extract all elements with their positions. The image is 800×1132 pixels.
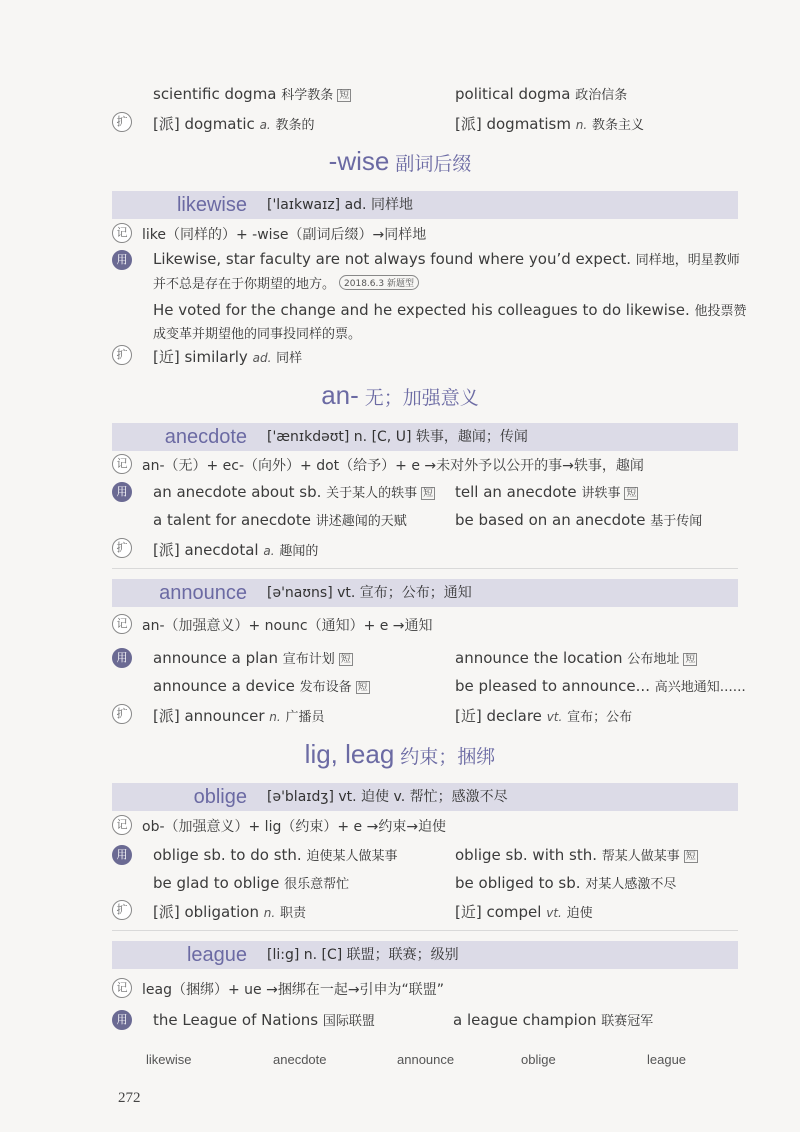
example-2 [153, 300, 747, 319]
usage-1 [153, 482, 435, 501]
entry-bar-announce [112, 579, 738, 607]
section-heading-cn: 约束；捆绑 [400, 746, 496, 768]
definition: [li:g] n. [C] 联盟；联赛；级别 [267, 947, 459, 963]
section-heading-lig-leag [0, 739, 800, 770]
usage-1 [153, 648, 353, 667]
extension-en: [近] similarly [153, 348, 248, 366]
collocation-scientific-dogma [153, 84, 351, 103]
definition: ['laɪkwaɪz] ad. 同样地 [267, 197, 413, 213]
entry-bar-anecdote [112, 423, 738, 451]
derivative-zh: 教条主义 [591, 118, 644, 133]
usage-2 [453, 1010, 653, 1029]
headword: anecdote [164, 426, 247, 448]
extension-zh: 职责 [279, 906, 306, 921]
usage-en: be pleased to announce... [455, 677, 650, 695]
collocation-zh: 政治信条 [575, 88, 628, 103]
derivative-en: [派] dogmatism [455, 115, 571, 133]
example-en: He voted for the change and he expected his colleagues to do likewise. [153, 301, 690, 319]
divider [112, 568, 738, 569]
section-heading-wise [0, 146, 800, 177]
example-2-cont [153, 323, 361, 342]
usage-zh: 宣布计划 [282, 652, 335, 667]
extension-zh: 宣布；公布 [567, 710, 633, 725]
pos-tag: ad. [252, 351, 272, 365]
collocation-zh: 科学教条 [281, 88, 334, 103]
phrase-box-icon: 短 [626, 488, 637, 499]
footer-word: league [647, 1052, 687, 1067]
usage-zh: 基于传闻 [650, 514, 703, 529]
example-zh: 同样地，明星教师 [635, 253, 740, 268]
extension-anecdotal [153, 539, 318, 560]
collocation-en: political dogma [455, 85, 571, 103]
memory-icon: 记 [112, 454, 132, 474]
collocation-en: scientific dogma [153, 85, 277, 103]
section-heading-an [0, 380, 800, 411]
extension-en: [派] anecdotal [153, 541, 259, 559]
usage-1 [153, 845, 398, 864]
extension-icon: 扩 [112, 900, 132, 920]
usage-zh: 很乐意帮忙 [284, 877, 350, 892]
usage-2 [455, 845, 698, 864]
extension-en: [派] obligation [153, 903, 259, 921]
extension-icon: 扩 [112, 704, 132, 724]
example-zh-cont: 成变革并期望他的同事投同样的票。 [153, 327, 362, 342]
extension-declare [455, 705, 632, 726]
usage-zh: 高兴地通知…… [654, 680, 746, 695]
pos-tag: a. [263, 544, 275, 558]
usage-4 [455, 873, 676, 892]
usage-zh: 国际联盟 [322, 1014, 375, 1029]
usage-icon: 用 [112, 648, 132, 668]
phrase-box-icon: 短 [685, 654, 696, 665]
definition: ['ænɪkdəʊt] n. [C, U] 轶事，趣闻；传闻 [267, 429, 528, 445]
pos-tag: vt. [546, 906, 562, 920]
footer-word: oblige [521, 1052, 556, 1067]
exam-source-badge: 2018.6.3 新题型 [339, 275, 419, 290]
example-en: Likewise, star faculty are not always found where you’d expect. [153, 250, 632, 268]
collocation-political-dogma [455, 84, 627, 103]
extension-obligation [153, 901, 306, 922]
usage-3 [153, 873, 349, 892]
usage-en: oblige sb. with sth. [455, 846, 597, 864]
memo-text: an-（加强意义）+ nounc（通知）+ e →通知 [142, 618, 433, 634]
page-number: 272 [118, 1090, 141, 1106]
headword: announce [159, 582, 247, 604]
pos-tag: a. [259, 118, 271, 132]
example-zh-cont: 并不总是存在于你期望的地方。 [153, 277, 336, 292]
section-heading-en: an- [321, 380, 359, 410]
memory-icon: 记 [112, 815, 132, 835]
phrase-box-icon: 短 [357, 682, 368, 693]
usage-1 [153, 1010, 375, 1029]
usage-zh: 讲轶事 [581, 486, 621, 501]
extension-announcer [153, 705, 325, 726]
usage-zh: 讲述趣闻的天赋 [315, 514, 407, 529]
usage-en: announce the location [455, 649, 623, 667]
usage-en: an anecdote about sb. [153, 483, 322, 501]
usage-en: announce a device [153, 677, 295, 695]
example-1-cont [153, 273, 419, 292]
footer-word: anecdote [273, 1052, 327, 1067]
memo-text: ob-（加强意义）+ lig（约束）+ e →约束→迫使 [142, 819, 447, 835]
usage-zh: 发布设备 [299, 680, 352, 695]
memory-icon: 记 [112, 223, 132, 243]
derivative-dogmatism [455, 113, 644, 134]
usage-icon: 用 [112, 250, 132, 270]
pos-tag: n. [263, 906, 276, 920]
usage-2 [455, 648, 697, 667]
entry-bar-league [112, 941, 738, 969]
memo-text: leag（捆绑）+ ue →捆绑在一起→引申为“联盟” [142, 982, 445, 998]
usage-zh: 帮某人做某事 [601, 849, 680, 864]
entry-bar-likewise [112, 191, 738, 219]
usage-icon: 用 [112, 1010, 132, 1030]
usage-2 [455, 482, 638, 501]
example-zh: 他投票赞 [694, 304, 747, 319]
extension-similarly [153, 346, 302, 367]
pos-tag: n. [575, 118, 588, 132]
definition: [ə'blaɪdʒ] vt. 迫使 v. 帮忙；感激不尽 [267, 789, 508, 805]
usage-4 [455, 676, 746, 695]
usage-en: tell an anecdote [455, 483, 577, 501]
phrase-box-icon: 短 [339, 90, 350, 101]
extension-zh: 迫使 [566, 906, 593, 921]
extension-icon: 扩 [112, 112, 132, 132]
phrase-box-icon: 短 [340, 654, 351, 665]
extension-en: [近] declare [455, 707, 542, 725]
usage-en: be based on an anecdote [455, 511, 646, 529]
section-heading-cn: 无；加强意义 [364, 387, 479, 409]
usage-en: a talent for anecdote [153, 511, 311, 529]
usage-en: a league champion [453, 1011, 597, 1029]
footer-word: likewise [146, 1052, 192, 1067]
extension-icon: 扩 [112, 345, 132, 365]
memory-icon: 记 [112, 978, 132, 998]
divider [112, 930, 738, 931]
extension-en: [派] announcer [153, 707, 265, 725]
usage-zh: 联赛冠军 [601, 1014, 654, 1029]
usage-zh: 关于某人的轶事 [326, 486, 418, 501]
derivative-en: [派] dogmatic [153, 115, 255, 133]
extension-zh: 趣闻的 [279, 544, 319, 559]
headword: oblige [193, 786, 247, 808]
usage-4 [455, 510, 702, 529]
derivative-dogmatic [153, 113, 315, 134]
section-heading-cn: 副词后缀 [395, 153, 472, 175]
usage-icon: 用 [112, 482, 132, 502]
memory-icon: 记 [112, 614, 132, 634]
usage-en: be glad to oblige [153, 874, 280, 892]
extension-zh: 同样 [276, 351, 303, 366]
footer-word: announce [397, 1052, 455, 1067]
usage-en: the League of Nations [153, 1011, 319, 1029]
extension-compel [455, 901, 593, 922]
phrase-box-icon: 短 [423, 488, 434, 499]
usage-en: announce a plan [153, 649, 278, 667]
headword: likewise [176, 194, 247, 216]
example-1 [153, 249, 740, 268]
usage-zh: 对某人感激不尽 [585, 877, 677, 892]
phrase-box-icon: 短 [685, 851, 696, 862]
section-heading-en: -wise [328, 146, 390, 176]
usage-3 [153, 510, 407, 529]
usage-en: oblige sb. to do sth. [153, 846, 302, 864]
usage-3 [153, 676, 370, 695]
entry-bar-oblige [112, 783, 738, 811]
extension-icon: 扩 [112, 538, 132, 558]
usage-zh: 公布地址 [627, 652, 680, 667]
usage-zh: 迫使某人做某事 [306, 849, 398, 864]
headword: league [186, 944, 247, 966]
extension-en: [近] compel [455, 903, 542, 921]
memo-text: an-（无）+ ec-（向外）+ dot（给予）+ e →未对外予以公开的事→轶事，趣闻 [142, 458, 644, 474]
memo-text: like（同样的）+ -wise（副词后缀）→同样地 [142, 227, 427, 243]
extension-zh: 广播员 [285, 710, 325, 725]
definition: [ə'naʊns] vt. 宣布；公布；通知 [267, 585, 472, 601]
section-heading-en: lig, leag [304, 739, 395, 769]
derivative-zh: 教条的 [275, 118, 315, 133]
pos-tag: vt. [546, 710, 563, 724]
usage-icon: 用 [112, 845, 132, 865]
usage-en: be obliged to sb. [455, 874, 581, 892]
pos-tag: n. [269, 710, 281, 724]
